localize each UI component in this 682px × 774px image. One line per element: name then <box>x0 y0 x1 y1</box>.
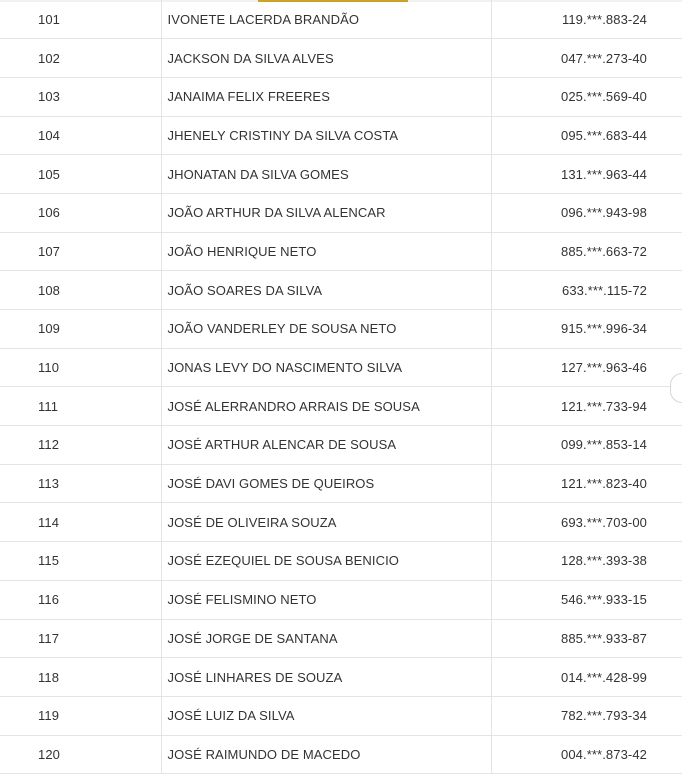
row-cpf: 121.***.733-94 <box>491 387 682 426</box>
table-row <box>0 735 682 774</box>
row-number: 107 <box>0 232 161 271</box>
row-name: IVONETE LACERDA BRANDÃO <box>161 0 491 39</box>
row-number: 108 <box>0 271 161 310</box>
table-row <box>0 696 682 735</box>
table-row <box>0 464 682 503</box>
row-name: JOSÉ LINHARES DE SOUZA <box>161 658 491 697</box>
side-scroll-handle[interactable] <box>670 373 682 403</box>
row-name: JOSÉ EZEQUIEL DE SOUSA BENICIO <box>161 542 491 581</box>
row-name: JOSÉ ALERRANDRO ARRAIS DE SOUSA <box>161 387 491 426</box>
row-cpf: 047.***.273-40 <box>491 39 682 78</box>
table-row <box>0 39 682 78</box>
table-row <box>0 116 682 155</box>
row-number: 112 <box>0 426 161 465</box>
row-number: 113 <box>0 464 161 503</box>
table-row <box>0 271 682 310</box>
row-name: JOSÉ DAVI GOMES DE QUEIROS <box>161 464 491 503</box>
row-number: 119 <box>0 696 161 735</box>
row-cpf: 119.***.883-24 <box>491 0 682 39</box>
row-number: 110 <box>0 348 161 387</box>
table-row <box>0 658 682 697</box>
table-row <box>0 348 682 387</box>
row-name: JACKSON DA SILVA ALVES <box>161 39 491 78</box>
row-name: JOSÉ FELISMINO NETO <box>161 580 491 619</box>
row-cpf: 782.***.793-34 <box>491 696 682 735</box>
table-row <box>0 426 682 465</box>
table-row <box>0 619 682 658</box>
row-cpf: 127.***.963-46 <box>491 348 682 387</box>
row-number: 114 <box>0 503 161 542</box>
row-name: JOSÉ JORGE DE SANTANA <box>161 619 491 658</box>
row-number: 105 <box>0 155 161 194</box>
row-number: 103 <box>0 77 161 116</box>
row-cpf: 633.***.115-72 <box>491 271 682 310</box>
row-cpf: 128.***.393-38 <box>491 542 682 581</box>
row-cpf: 014.***.428-99 <box>491 658 682 697</box>
row-name: JOÃO VANDERLEY DE SOUSA NETO <box>161 310 491 349</box>
row-name: JOSÉ RAIMUNDO DE MACEDO <box>161 735 491 774</box>
row-name: JHONATAN DA SILVA GOMES <box>161 155 491 194</box>
row-number: 111 <box>0 387 161 426</box>
row-name: JOSÉ DE OLIVEIRA SOUZA <box>161 503 491 542</box>
table-row <box>0 310 682 349</box>
table-row <box>0 77 682 116</box>
table-row <box>0 193 682 232</box>
row-number: 109 <box>0 310 161 349</box>
row-name: JOÃO HENRIQUE NETO <box>161 232 491 271</box>
row-number: 120 <box>0 735 161 774</box>
row-number: 101 <box>0 0 161 39</box>
row-number: 117 <box>0 619 161 658</box>
row-number: 118 <box>0 658 161 697</box>
row-cpf: 885.***.933-87 <box>491 619 682 658</box>
row-number: 115 <box>0 542 161 581</box>
row-name: JOÃO SOARES DA SILVA <box>161 271 491 310</box>
row-cpf: 693.***.703-00 <box>491 503 682 542</box>
row-cpf: 915.***.996-34 <box>491 310 682 349</box>
row-cpf: 096.***.943-98 <box>491 193 682 232</box>
row-number: 104 <box>0 116 161 155</box>
row-cpf: 004.***.873-42 <box>491 735 682 774</box>
row-cpf: 131.***.963-44 <box>491 155 682 194</box>
table-row <box>0 232 682 271</box>
table-row <box>0 542 682 581</box>
row-cpf: 099.***.853-14 <box>491 426 682 465</box>
row-name: JHENELY CRISTINY DA SILVA COSTA <box>161 116 491 155</box>
row-cpf: 121.***.823-40 <box>491 464 682 503</box>
table-row <box>0 0 682 39</box>
row-name: JOSÉ ARTHUR ALENCAR DE SOUSA <box>161 426 491 465</box>
table-row <box>0 503 682 542</box>
row-name: JOSÉ LUIZ DA SILVA <box>161 696 491 735</box>
row-number: 106 <box>0 193 161 232</box>
row-cpf: 025.***.569-40 <box>491 77 682 116</box>
table-row <box>0 580 682 619</box>
row-name: JOÃO ARTHUR DA SILVA ALENCAR <box>161 193 491 232</box>
row-number: 116 <box>0 580 161 619</box>
row-cpf: 885.***.663-72 <box>491 232 682 271</box>
row-cpf: 095.***.683-44 <box>491 116 682 155</box>
row-number: 102 <box>0 39 161 78</box>
table-row <box>0 387 682 426</box>
table-row <box>0 155 682 194</box>
row-name: JANAIMA FELIX FREERES <box>161 77 491 116</box>
row-cpf: 546.***.933-15 <box>491 580 682 619</box>
row-name: JONAS LEVY DO NASCIMENTO SILVA <box>161 348 491 387</box>
